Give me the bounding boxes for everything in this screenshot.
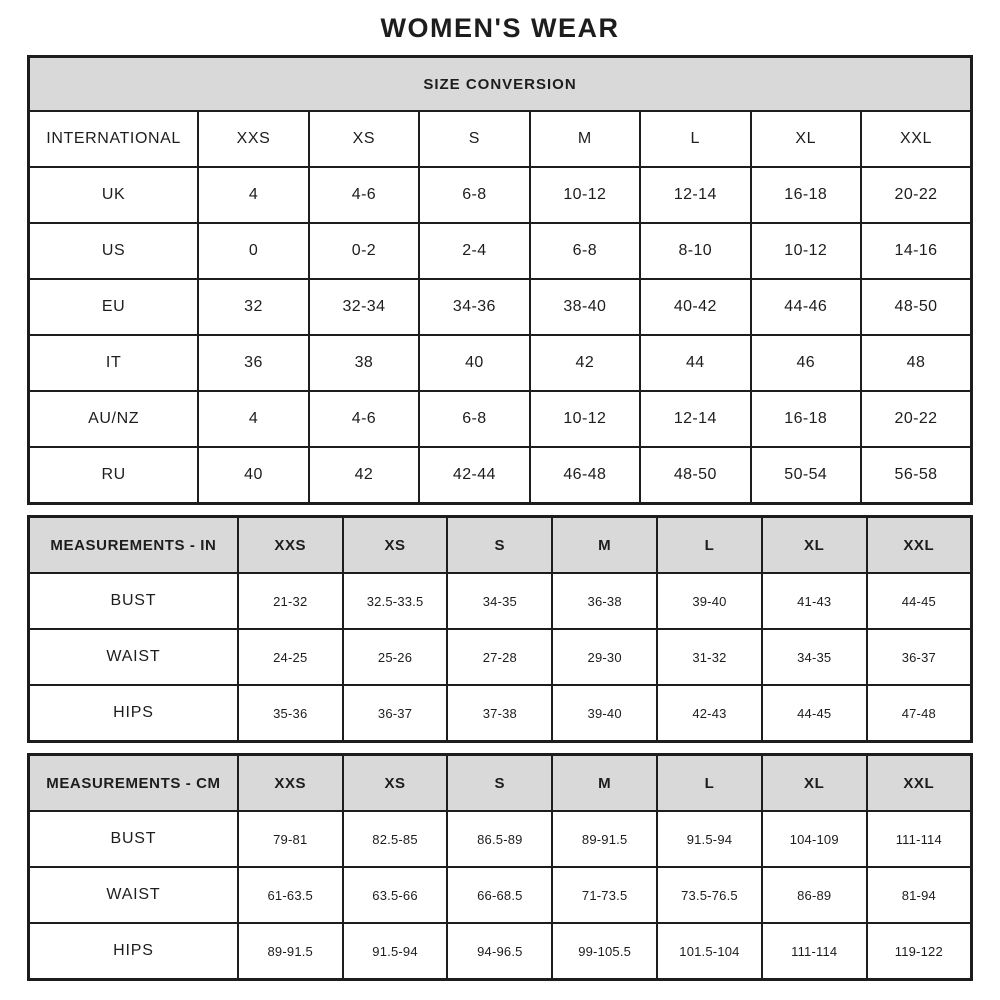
cell: 89-91.5: [238, 923, 343, 980]
cell: 10-12: [530, 167, 640, 223]
table-row-hips-cm: [29, 923, 972, 980]
cell: 63.5-66: [343, 867, 448, 923]
table-row-ru: [29, 447, 972, 504]
cell: 81-94: [867, 867, 972, 923]
column-header-xl: XL: [762, 755, 867, 812]
cell: 2-4: [419, 223, 529, 279]
cell: 79-81: [238, 811, 343, 867]
cell: 21-32: [238, 573, 343, 629]
cell: 44-45: [867, 573, 972, 629]
column-header-xs: XS: [343, 755, 448, 812]
cell: 48-50: [640, 447, 750, 504]
column-header-row: [29, 755, 972, 812]
cell: 4-6: [309, 391, 419, 447]
row-label: BUST: [29, 573, 238, 629]
cell: 34-35: [447, 573, 552, 629]
cell: 104-109: [762, 811, 867, 867]
column-header-measurements-in: MEASUREMENTS - IN: [29, 517, 238, 574]
table-row-us: [29, 223, 972, 279]
column-header-s: S: [447, 755, 552, 812]
column-header-international: INTERNATIONAL: [29, 111, 199, 167]
column-header-xl: XL: [751, 111, 861, 167]
cell: 24-25: [238, 629, 343, 685]
table-row-aunz: [29, 391, 972, 447]
cell: 14-16: [861, 223, 972, 279]
column-header-l: L: [657, 755, 762, 812]
cell: 50-54: [751, 447, 861, 504]
column-header-m: M: [552, 517, 657, 574]
cell: 37-38: [447, 685, 552, 742]
cell: 4: [198, 167, 308, 223]
column-header-measurements-cm: MEASUREMENTS - CM: [29, 755, 238, 812]
cell: 42: [309, 447, 419, 504]
cell: 16-18: [751, 391, 861, 447]
cell: 16-18: [751, 167, 861, 223]
cell: 46-48: [530, 447, 640, 504]
cell: 61-63.5: [238, 867, 343, 923]
table-row-bust-in: [29, 573, 972, 629]
cell: 6-8: [419, 167, 529, 223]
column-header-l: L: [657, 517, 762, 574]
column-header-s: S: [419, 111, 529, 167]
cell: 10-12: [530, 391, 640, 447]
page-title: WOMEN'S WEAR: [380, 13, 620, 43]
column-header-xs: XS: [309, 111, 419, 167]
cell: 101.5-104: [657, 923, 762, 980]
row-label: US: [29, 223, 199, 279]
row-label: WAIST: [29, 867, 238, 923]
column-header-l: L: [640, 111, 750, 167]
cell: 0-2: [309, 223, 419, 279]
cell: 44-46: [751, 279, 861, 335]
column-header-xxl: XXL: [867, 755, 972, 812]
cell: 42-43: [657, 685, 762, 742]
cell: 40: [419, 335, 529, 391]
column-header-row: [29, 517, 972, 574]
cell: 99-105.5: [552, 923, 657, 980]
cell: 111-114: [867, 811, 972, 867]
cell: 27-28: [447, 629, 552, 685]
cell: 46: [751, 335, 861, 391]
cell: 111-114: [762, 923, 867, 980]
cell: 91.5-94: [343, 923, 448, 980]
cell: 34-35: [762, 629, 867, 685]
cell: 8-10: [640, 223, 750, 279]
cell: 119-122: [867, 923, 972, 980]
row-label: BUST: [29, 811, 238, 867]
size-conversion-table: [27, 55, 973, 505]
cell: 44: [640, 335, 750, 391]
cell: 44-45: [762, 685, 867, 742]
row-label: RU: [29, 447, 199, 504]
cell: 12-14: [640, 391, 750, 447]
cell: 4-6: [309, 167, 419, 223]
cell: 29-30: [552, 629, 657, 685]
cell: 6-8: [419, 391, 529, 447]
row-label: UK: [29, 167, 199, 223]
measurements-cm-table: [27, 753, 973, 981]
table-row-it: [29, 335, 972, 391]
column-header-xl: XL: [762, 517, 867, 574]
cell: 91.5-94: [657, 811, 762, 867]
column-header-xxl: XXL: [861, 111, 972, 167]
cell: 41-43: [762, 573, 867, 629]
cell: 36: [198, 335, 308, 391]
cell: 40-42: [640, 279, 750, 335]
column-header-xxs: XXS: [238, 517, 343, 574]
cell: 94-96.5: [447, 923, 552, 980]
column-header-row: [29, 111, 972, 167]
row-label: IT: [29, 335, 199, 391]
cell: 32-34: [309, 279, 419, 335]
measurements-in-table: [27, 515, 973, 743]
cell: 25-26: [343, 629, 448, 685]
table-row-bust-cm: [29, 811, 972, 867]
row-label: HIPS: [29, 685, 238, 742]
cell: 36-37: [343, 685, 448, 742]
cell: 56-58: [861, 447, 972, 504]
cell: 82.5-85: [343, 811, 448, 867]
cell: 6-8: [530, 223, 640, 279]
cell: 71-73.5: [552, 867, 657, 923]
cell: 47-48: [867, 685, 972, 742]
cell: 39-40: [552, 685, 657, 742]
cell: 40: [198, 447, 308, 504]
cell: 36-37: [867, 629, 972, 685]
cell: 38: [309, 335, 419, 391]
table-row-waist-in: [29, 629, 972, 685]
cell: 20-22: [861, 167, 972, 223]
cell: 32.5-33.5: [343, 573, 448, 629]
row-label: AU/NZ: [29, 391, 199, 447]
column-header-m: M: [552, 755, 657, 812]
table-row-eu: [29, 279, 972, 335]
cell: 39-40: [657, 573, 762, 629]
cell: 66-68.5: [447, 867, 552, 923]
cell: 10-12: [751, 223, 861, 279]
cell: 86-89: [762, 867, 867, 923]
cell: 89-91.5: [552, 811, 657, 867]
cell: 48: [861, 335, 972, 391]
cell: 0: [198, 223, 308, 279]
cell: 4: [198, 391, 308, 447]
table-row-waist-cm: [29, 867, 972, 923]
cell: 36-38: [552, 573, 657, 629]
row-label: WAIST: [29, 629, 238, 685]
cell: 35-36: [238, 685, 343, 742]
cell: 48-50: [861, 279, 972, 335]
table-row-hips-in: [29, 685, 972, 742]
column-header-xxl: XXL: [867, 517, 972, 574]
column-header-s: S: [447, 517, 552, 574]
row-label: HIPS: [29, 923, 238, 980]
table-banner-row: [29, 57, 972, 112]
table-row-uk: [29, 167, 972, 223]
column-header-xxs: XXS: [238, 755, 343, 812]
cell: 38-40: [530, 279, 640, 335]
column-header-m: M: [530, 111, 640, 167]
cell: 42-44: [419, 447, 529, 504]
cell: 34-36: [419, 279, 529, 335]
size-conversion-banner: SIZE CONVERSION: [29, 57, 972, 112]
column-header-xs: XS: [343, 517, 448, 574]
row-label: EU: [29, 279, 199, 335]
cell: 86.5-89: [447, 811, 552, 867]
cell: 31-32: [657, 629, 762, 685]
column-header-xxs: XXS: [198, 111, 308, 167]
cell: 32: [198, 279, 308, 335]
cell: 73.5-76.5: [657, 867, 762, 923]
cell: 12-14: [640, 167, 750, 223]
cell: 42: [530, 335, 640, 391]
cell: 20-22: [861, 391, 972, 447]
